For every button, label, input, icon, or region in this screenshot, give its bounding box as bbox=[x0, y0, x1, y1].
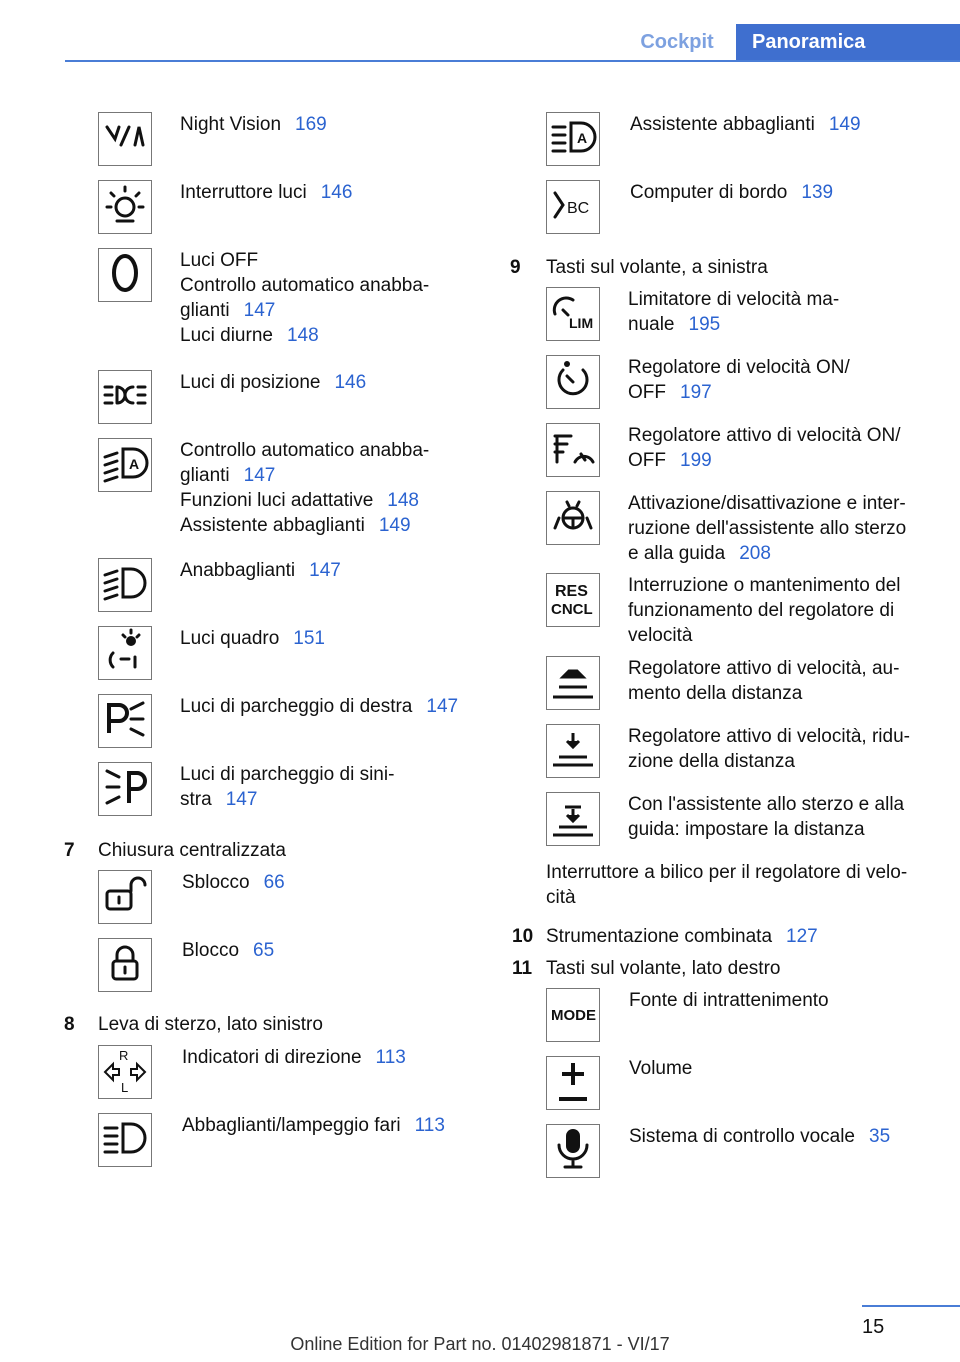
entry-label: mento della distanza bbox=[628, 683, 803, 704]
section-title-text: Strumentazione combinata bbox=[546, 926, 773, 947]
night-vision-icon-box bbox=[98, 112, 152, 166]
entry-text bbox=[180, 694, 458, 719]
page-reference-link[interactable]: 148 bbox=[387, 490, 419, 511]
rocker-text-line: Interruttore a bilico per il regolatore di velo- bbox=[546, 862, 908, 883]
entry-line bbox=[180, 694, 458, 719]
page-reference-link[interactable]: 127 bbox=[786, 926, 818, 947]
position-lights-icon bbox=[101, 371, 149, 424]
entry-line bbox=[628, 623, 901, 648]
cruise-control-icon bbox=[549, 356, 597, 409]
entry-label: Sblocco bbox=[182, 872, 250, 893]
entry-line bbox=[180, 112, 327, 137]
entry-label: Limitatore di velocità ma- bbox=[628, 289, 840, 310]
section-title bbox=[546, 956, 780, 981]
entry-text bbox=[180, 762, 394, 812]
page-reference-link[interactable]: 151 bbox=[293, 628, 325, 649]
entry-text bbox=[629, 988, 829, 1013]
parking-light-left-icon bbox=[101, 763, 149, 816]
entry-text bbox=[628, 792, 904, 842]
section-title-text: Leva di sterzo, lato sinistro bbox=[98, 1014, 323, 1035]
entry-line bbox=[182, 938, 274, 963]
entry-label: Indicatori di direzione bbox=[182, 1047, 362, 1068]
res-cncl-icon bbox=[549, 574, 597, 627]
entry-line bbox=[628, 355, 850, 380]
entry-text bbox=[180, 626, 325, 651]
section-number: 11 bbox=[512, 958, 533, 979]
entry-label: Computer di bordo bbox=[630, 182, 788, 203]
entry-text bbox=[180, 112, 327, 137]
entry-text bbox=[630, 180, 833, 205]
section-number: 9 bbox=[510, 257, 521, 278]
auto-low-beam-icon bbox=[101, 439, 149, 492]
page-reference-link[interactable]: 65 bbox=[253, 940, 275, 961]
entry-line bbox=[180, 323, 429, 348]
entry-label: Fonte di intrattenimento bbox=[629, 990, 829, 1011]
entry-text bbox=[180, 370, 366, 395]
low-beam-icon bbox=[101, 559, 149, 612]
lock-icon-box bbox=[98, 938, 152, 992]
entry-label: Regolatore attivo di velocità, au- bbox=[628, 658, 900, 679]
entry-label: Luci quadro bbox=[180, 628, 280, 649]
page-reference-link[interactable]: 147 bbox=[243, 300, 276, 321]
onboard-computer-icon bbox=[549, 181, 597, 234]
entry-label: zione della distanza bbox=[628, 751, 795, 772]
parking-light-right-icon bbox=[101, 695, 149, 748]
entry-line bbox=[628, 681, 899, 706]
entry-line bbox=[180, 558, 341, 583]
entry-line bbox=[182, 870, 285, 895]
entry-label: Regolatore attivo di velocità ON/ bbox=[628, 425, 901, 446]
entry-label: OFF bbox=[628, 382, 666, 403]
turn-signal-icon bbox=[101, 1046, 149, 1099]
page-reference-link[interactable]: 197 bbox=[680, 382, 712, 403]
entry-label: Con l'assistente allo sterzo e alla bbox=[628, 794, 905, 815]
svg-text:A: A bbox=[129, 455, 140, 472]
entry-label: Volume bbox=[629, 1058, 693, 1079]
entry-text bbox=[628, 355, 850, 405]
entry-text bbox=[628, 656, 899, 706]
entry-line bbox=[628, 287, 839, 312]
entry-label: guida: impostare la distanza bbox=[628, 819, 865, 840]
section-title-text: Tasti sul volante, lato destro bbox=[546, 958, 781, 979]
res-cncl-icon-box bbox=[546, 573, 600, 627]
entry-label: glianti bbox=[180, 465, 230, 486]
steering-assist-icon-box bbox=[546, 491, 600, 545]
onboard-computer-icon-box bbox=[546, 180, 600, 234]
distance-set-icon-box bbox=[546, 792, 600, 846]
section-title bbox=[98, 1012, 323, 1037]
page-reference-link[interactable]: 149 bbox=[378, 515, 411, 536]
speed-limiter-icon-box bbox=[546, 287, 600, 341]
entry-line bbox=[628, 423, 900, 448]
high-beam-assist-icon-box bbox=[546, 112, 600, 166]
unlock-icon bbox=[101, 871, 149, 924]
entry-text bbox=[628, 491, 906, 566]
entry-line bbox=[180, 626, 325, 651]
entry-label: funzionamento del regolatore di bbox=[628, 600, 895, 621]
entry-text bbox=[630, 112, 861, 137]
unlock-icon-box bbox=[98, 870, 152, 924]
rocker-text-line: cità bbox=[546, 887, 576, 908]
page-reference-link[interactable]: 113 bbox=[375, 1047, 406, 1068]
entry-label: Assistente abbaglianti bbox=[630, 114, 815, 135]
high-beam-assist-icon bbox=[549, 113, 597, 166]
volume-icon-box bbox=[546, 1056, 600, 1110]
entry-label: Luci OFF bbox=[180, 250, 259, 271]
mode-icon bbox=[549, 989, 597, 1042]
entry-line bbox=[628, 541, 906, 566]
page-reference-link[interactable]: 195 bbox=[688, 314, 721, 335]
entry-line bbox=[628, 380, 850, 405]
entry-line bbox=[180, 513, 429, 538]
entry-text bbox=[182, 1045, 406, 1070]
entry-label: Attivazione/disattivazione e inter- bbox=[628, 493, 906, 514]
auto-low-beam-icon-box bbox=[98, 438, 152, 492]
entry-text bbox=[180, 438, 429, 538]
rocker-switch-description bbox=[546, 860, 907, 910]
entry-text bbox=[182, 938, 274, 963]
entry-label: ruzione dell'assistente allo sterzo bbox=[628, 518, 907, 539]
entry-line bbox=[180, 180, 352, 205]
page-number: 15 bbox=[862, 1316, 885, 1338]
page-reference-link[interactable]: 147 bbox=[426, 696, 459, 717]
entry-label: Interruzione o mantenimento del bbox=[628, 575, 901, 596]
entry-text bbox=[628, 573, 901, 648]
page-reference-link[interactable]: 147 bbox=[225, 789, 258, 810]
microphone-icon bbox=[549, 1125, 597, 1178]
entry-line bbox=[182, 1045, 406, 1070]
entry-line bbox=[628, 656, 899, 681]
distance-decrease-icon-box bbox=[546, 724, 600, 778]
entry-line bbox=[180, 248, 429, 273]
entry-text bbox=[180, 248, 429, 348]
entry-label: stra bbox=[180, 789, 212, 810]
section-number: 8 bbox=[64, 1014, 75, 1035]
entry-line bbox=[628, 573, 901, 598]
turn-signal-icon-box bbox=[98, 1045, 152, 1099]
entry-line bbox=[628, 598, 901, 623]
microphone-icon-box bbox=[546, 1124, 600, 1178]
entry-label: Funzioni luci adattative bbox=[180, 490, 374, 511]
entry-line bbox=[630, 112, 861, 137]
entry-label: OFF bbox=[628, 450, 666, 471]
page-reference-link[interactable]: 66 bbox=[263, 872, 285, 893]
section-title-text: Chiusura centralizzata bbox=[98, 840, 286, 861]
entry-label: Regolatore di velocità ON/ bbox=[628, 357, 850, 378]
tab-panoramica[interactable]: Panoramica bbox=[736, 24, 960, 60]
high-beam-icon bbox=[101, 1114, 149, 1167]
entry-line bbox=[628, 516, 906, 541]
entry-line bbox=[180, 463, 429, 488]
entry-line bbox=[629, 988, 829, 1013]
section-title bbox=[546, 255, 768, 280]
entry-text bbox=[180, 180, 352, 205]
svg-text:L: L bbox=[121, 1079, 129, 1094]
light-switch-icon-box bbox=[98, 180, 152, 234]
entry-line bbox=[628, 312, 839, 337]
entry-label: Abbaglianti/lampeggio fari bbox=[182, 1115, 401, 1136]
section-title bbox=[546, 924, 818, 949]
entry-label: glianti bbox=[180, 300, 230, 321]
entry-text bbox=[629, 1124, 890, 1149]
entry-text bbox=[628, 724, 910, 774]
light-switch-icon bbox=[101, 181, 149, 234]
entry-label: Anabbaglianti bbox=[180, 560, 296, 581]
entry-line bbox=[182, 1113, 445, 1138]
entry-label: Luci di parcheggio di destra bbox=[180, 696, 413, 717]
svg-text:MODE: MODE bbox=[551, 1006, 596, 1024]
entry-line bbox=[629, 1124, 890, 1149]
entry-line bbox=[629, 1056, 692, 1081]
section-title-text: Tasti sul volante, a sinistra bbox=[546, 257, 768, 278]
section-number: 10 bbox=[512, 926, 534, 947]
zero-icon bbox=[101, 249, 149, 302]
entry-line bbox=[628, 491, 906, 516]
high-beam-icon-box bbox=[98, 1113, 152, 1167]
entry-label: Night Vision bbox=[180, 114, 282, 135]
entry-label: Regolatore attivo di velocità, ridu- bbox=[628, 726, 910, 747]
volume-icon bbox=[549, 1057, 597, 1110]
page-reference-link[interactable]: 113 bbox=[414, 1115, 445, 1136]
svg-text:BC: BC bbox=[567, 199, 590, 217]
entry-text bbox=[628, 423, 900, 473]
entry-label: velocità bbox=[628, 625, 693, 646]
svg-text:R: R bbox=[119, 1047, 129, 1063]
entry-label: nuale bbox=[628, 314, 675, 335]
svg-text:CNCL: CNCL bbox=[551, 600, 593, 618]
page-reference-link[interactable]: 169 bbox=[295, 114, 327, 135]
entry-line bbox=[180, 488, 429, 513]
entry-line bbox=[180, 762, 394, 787]
entry-text bbox=[628, 287, 839, 337]
entry-text bbox=[629, 1056, 692, 1081]
lock-icon bbox=[101, 939, 149, 992]
section-title bbox=[98, 838, 286, 863]
entry-label: Interruttore luci bbox=[180, 182, 307, 203]
instrument-lighting-icon bbox=[101, 627, 149, 680]
page-reference-link[interactable]: 146 bbox=[320, 182, 353, 203]
position-lights-icon-box bbox=[98, 370, 152, 424]
low-beam-icon-box bbox=[98, 558, 152, 612]
cruise-control-icon-box bbox=[546, 355, 600, 409]
page-reference-link[interactable]: 146 bbox=[334, 372, 367, 393]
entry-line bbox=[628, 792, 904, 817]
entry-label: Controllo automatico anabba- bbox=[180, 275, 430, 296]
page-reference-link[interactable]: 148 bbox=[286, 325, 319, 346]
entry-label: e alla guida bbox=[628, 543, 726, 564]
night-vision-icon bbox=[101, 113, 149, 166]
entry-label: Assistente abbaglianti bbox=[180, 515, 365, 536]
entry-line bbox=[630, 180, 833, 205]
page-reference-link[interactable]: 147 bbox=[243, 465, 276, 486]
entry-label: Luci diurne bbox=[180, 325, 273, 346]
parking-light-left-icon-box bbox=[98, 762, 152, 816]
footer-edition: Online Edition for Part no. 01402981871 - VI/17 bbox=[290, 1334, 670, 1354]
page-reference-link[interactable]: 139 bbox=[801, 182, 834, 203]
distance-set-icon bbox=[549, 793, 597, 846]
active-cruise-icon-box bbox=[546, 423, 600, 477]
entry-line bbox=[180, 438, 429, 463]
page-reference-link[interactable]: 149 bbox=[828, 114, 861, 135]
instrument-lighting-icon-box bbox=[98, 626, 152, 680]
entry-label: Controllo automatico anabba- bbox=[180, 440, 430, 461]
entry-line bbox=[180, 787, 394, 812]
svg-text:A: A bbox=[577, 129, 588, 146]
distance-increase-icon-box bbox=[546, 656, 600, 710]
steering-assist-icon bbox=[549, 492, 597, 545]
entry-label: Sistema di controllo vocale bbox=[629, 1126, 855, 1147]
svg-text:LIM: LIM bbox=[569, 314, 594, 331]
entry-text bbox=[182, 870, 285, 895]
page-reference-link[interactable]: 35 bbox=[869, 1126, 891, 1147]
section-number: 7 bbox=[64, 840, 75, 861]
page-reference-link[interactable]: 147 bbox=[309, 560, 341, 581]
page-reference-link[interactable]: 208 bbox=[739, 543, 771, 564]
mode-icon-box bbox=[546, 988, 600, 1042]
entry-label: Luci di parcheggio di sini- bbox=[180, 764, 395, 785]
footer-rule bbox=[862, 1305, 960, 1307]
entry-line bbox=[628, 749, 910, 774]
speed-limiter-icon bbox=[549, 288, 597, 341]
active-cruise-icon bbox=[549, 424, 597, 477]
zero-icon-box bbox=[98, 248, 152, 302]
entry-label: Blocco bbox=[182, 940, 240, 961]
entry-line bbox=[180, 273, 429, 298]
entry-line bbox=[180, 370, 366, 395]
entry-text bbox=[182, 1113, 445, 1138]
entry-line bbox=[628, 448, 900, 473]
entry-line bbox=[628, 724, 910, 749]
distance-decrease-icon bbox=[549, 725, 597, 778]
entry-line bbox=[180, 298, 429, 323]
entry-text bbox=[180, 558, 341, 583]
svg-text:RES: RES bbox=[555, 582, 588, 600]
distance-increase-icon bbox=[549, 657, 597, 710]
parking-light-right-icon-box bbox=[98, 694, 152, 748]
entry-label: Luci di posizione bbox=[180, 372, 321, 393]
tab-cockpit[interactable]: Cockpit bbox=[640, 30, 714, 53]
header-rule bbox=[65, 60, 960, 62]
entry-line bbox=[628, 817, 904, 842]
page-reference-link[interactable]: 199 bbox=[680, 450, 712, 471]
